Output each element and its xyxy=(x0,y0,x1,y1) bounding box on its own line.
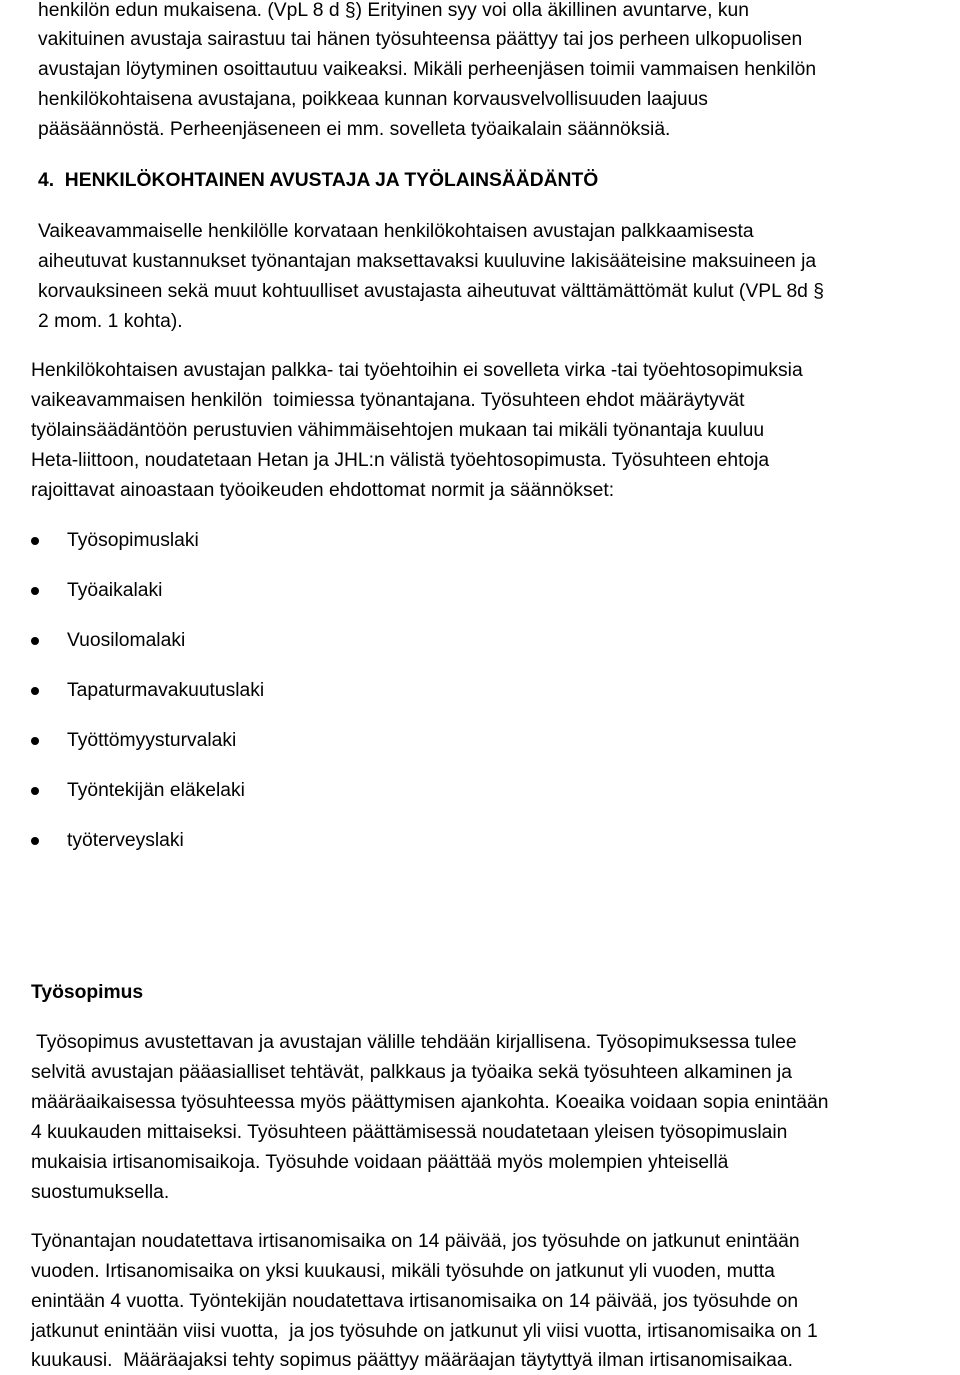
intro-line: henkilön edun mukaisena. (VpL 8 d §) Erityinen syy voi olla äkillinen avuntarve, kun xyxy=(38,0,749,21)
list-item-label: Työaikalaki xyxy=(67,580,163,601)
intro-line: vakituinen avustaja sairastuu tai hänen työsuhteensa päättyy tai jos perheen ulkopuolisen xyxy=(38,29,803,50)
paragraph-line: jatkunut enintään viisi vuotta, ja jos työsuhde on jatkunut yli viisi vuotta, irtisanomisaika on 1 xyxy=(31,1321,818,1342)
bullet-icon xyxy=(31,787,39,795)
intro-line: pääsäännöstä. Perheenjäseneen ei mm. sovelleta työaikalain säännöksiä. xyxy=(38,119,671,140)
paragraph-line: mukaisia irtisanomisaikoja. Työsuhde voidaan päättää myös molempien yhteisellä xyxy=(31,1152,729,1173)
paragraph-line: suostumuksella. xyxy=(31,1182,170,1203)
list-item-label: Tapaturmavakuutuslaki xyxy=(67,680,265,701)
paragraph-line: kuukausi. Määräajaksi tehty sopimus päättyy määräajan täytyttyä ilman irtisanomisaikaa. xyxy=(31,1350,793,1371)
bullet-icon xyxy=(31,537,39,545)
paragraph-line: korvauksineen sekä muut kohtuulliset avustajasta aiheutuvat välttämättömät kulut (VPL 8d § xyxy=(38,281,824,302)
list-item-label: Työntekijän eläkelaki xyxy=(67,780,245,801)
section-4-heading: 4. HENKILÖKOHTAINEN AVUSTAJA JA TYÖLAINSÄÄDÄNTÖ xyxy=(38,170,599,191)
paragraph-line: määräaikaisessa työsuhteessa myös päättymisen ajankohta. Koeaika voidaan sopia enintään xyxy=(31,1092,829,1113)
paragraph-line: selvitä avustajan pääasialliset tehtävät, palkkaus ja työaika sekä työsuhteen alkaminen ja xyxy=(31,1062,792,1083)
paragraph-line: Heta-liittoon, noudatetaan Hetan ja JHL:n välistä työehtosopimusta. Työsuhteen ehtoja xyxy=(31,450,770,471)
bullet-icon xyxy=(31,587,39,595)
paragraph-line: Henkilökohtaisen avustajan palkka- tai työehtoihin ei sovelleta virka -tai työehtosopimuksia xyxy=(31,360,803,381)
paragraph-line: rajoittavat ainoastaan työoikeuden ehdottomat normit ja säännökset: xyxy=(31,480,615,501)
paragraph-line: vaikeavammaisen henkilön toimiessa työnantajana. Työsuhteen ehdot määräytyvät xyxy=(31,390,745,411)
paragraph-line: 4 kuukauden mittaiseksi. Työsuhteen päättämisessä noudatetaan yleisen työsopimuslain xyxy=(31,1122,788,1143)
list-item-label: työterveyslaki xyxy=(67,830,184,851)
list-item-label: Työsopimuslaki xyxy=(67,530,199,551)
tyosopimus-heading: Työsopimus xyxy=(31,982,144,1003)
paragraph-line: Työsopimus avustettavan ja avustajan välille tehdään kirjallisena. Työsopimuksessa tulee xyxy=(31,1032,797,1053)
bullet-icon xyxy=(31,837,39,845)
bullet-icon xyxy=(31,687,39,695)
paragraph-line: työlainsäädäntöön perustuvien vähimmäisehtojen mukaan tai mikäli työnantaja kuuluu xyxy=(31,420,765,441)
intro-line: henkilökohtaisena avustajana, poikkeaa kunnan korvausvelvollisuuden laajuus xyxy=(38,89,708,110)
intro-line: avustajan löytyminen osoittautuu vaikeaksi. Mikäli perheenjäsen toimii vammaisen henkilön xyxy=(38,59,817,80)
paragraph-line: Vaikeavammaiselle henkilölle korvataan henkilökohtaisen avustajan palkkaamisesta xyxy=(38,221,754,242)
bullet-icon xyxy=(31,637,39,645)
paragraph-line: vuoden. Irtisanomisaika on yksi kuukausi, mikäli työsuhde on jatkunut yli vuoden, mutta xyxy=(31,1261,775,1282)
paragraph-line: Työnantajan noudatettava irtisanomisaika on 14 päivää, jos työsuhde on jatkunut enintään xyxy=(31,1231,800,1252)
bullet-icon xyxy=(31,737,39,745)
list-item-label: Työttömyysturvalaki xyxy=(67,730,237,751)
paragraph-line: 2 mom. 1 kohta). xyxy=(38,311,183,332)
list-item-label: Vuosilomalaki xyxy=(67,630,186,651)
paragraph-line: aiheutuvat kustannukset työnantajan maksettavaksi kuuluvine lakisääteisine maksuineen ja xyxy=(38,251,817,272)
paragraph-line: enintään 4 vuotta. Työntekijän noudatettava irtisanomisaika on 14 päivää, jos työsuhde on xyxy=(31,1291,799,1312)
